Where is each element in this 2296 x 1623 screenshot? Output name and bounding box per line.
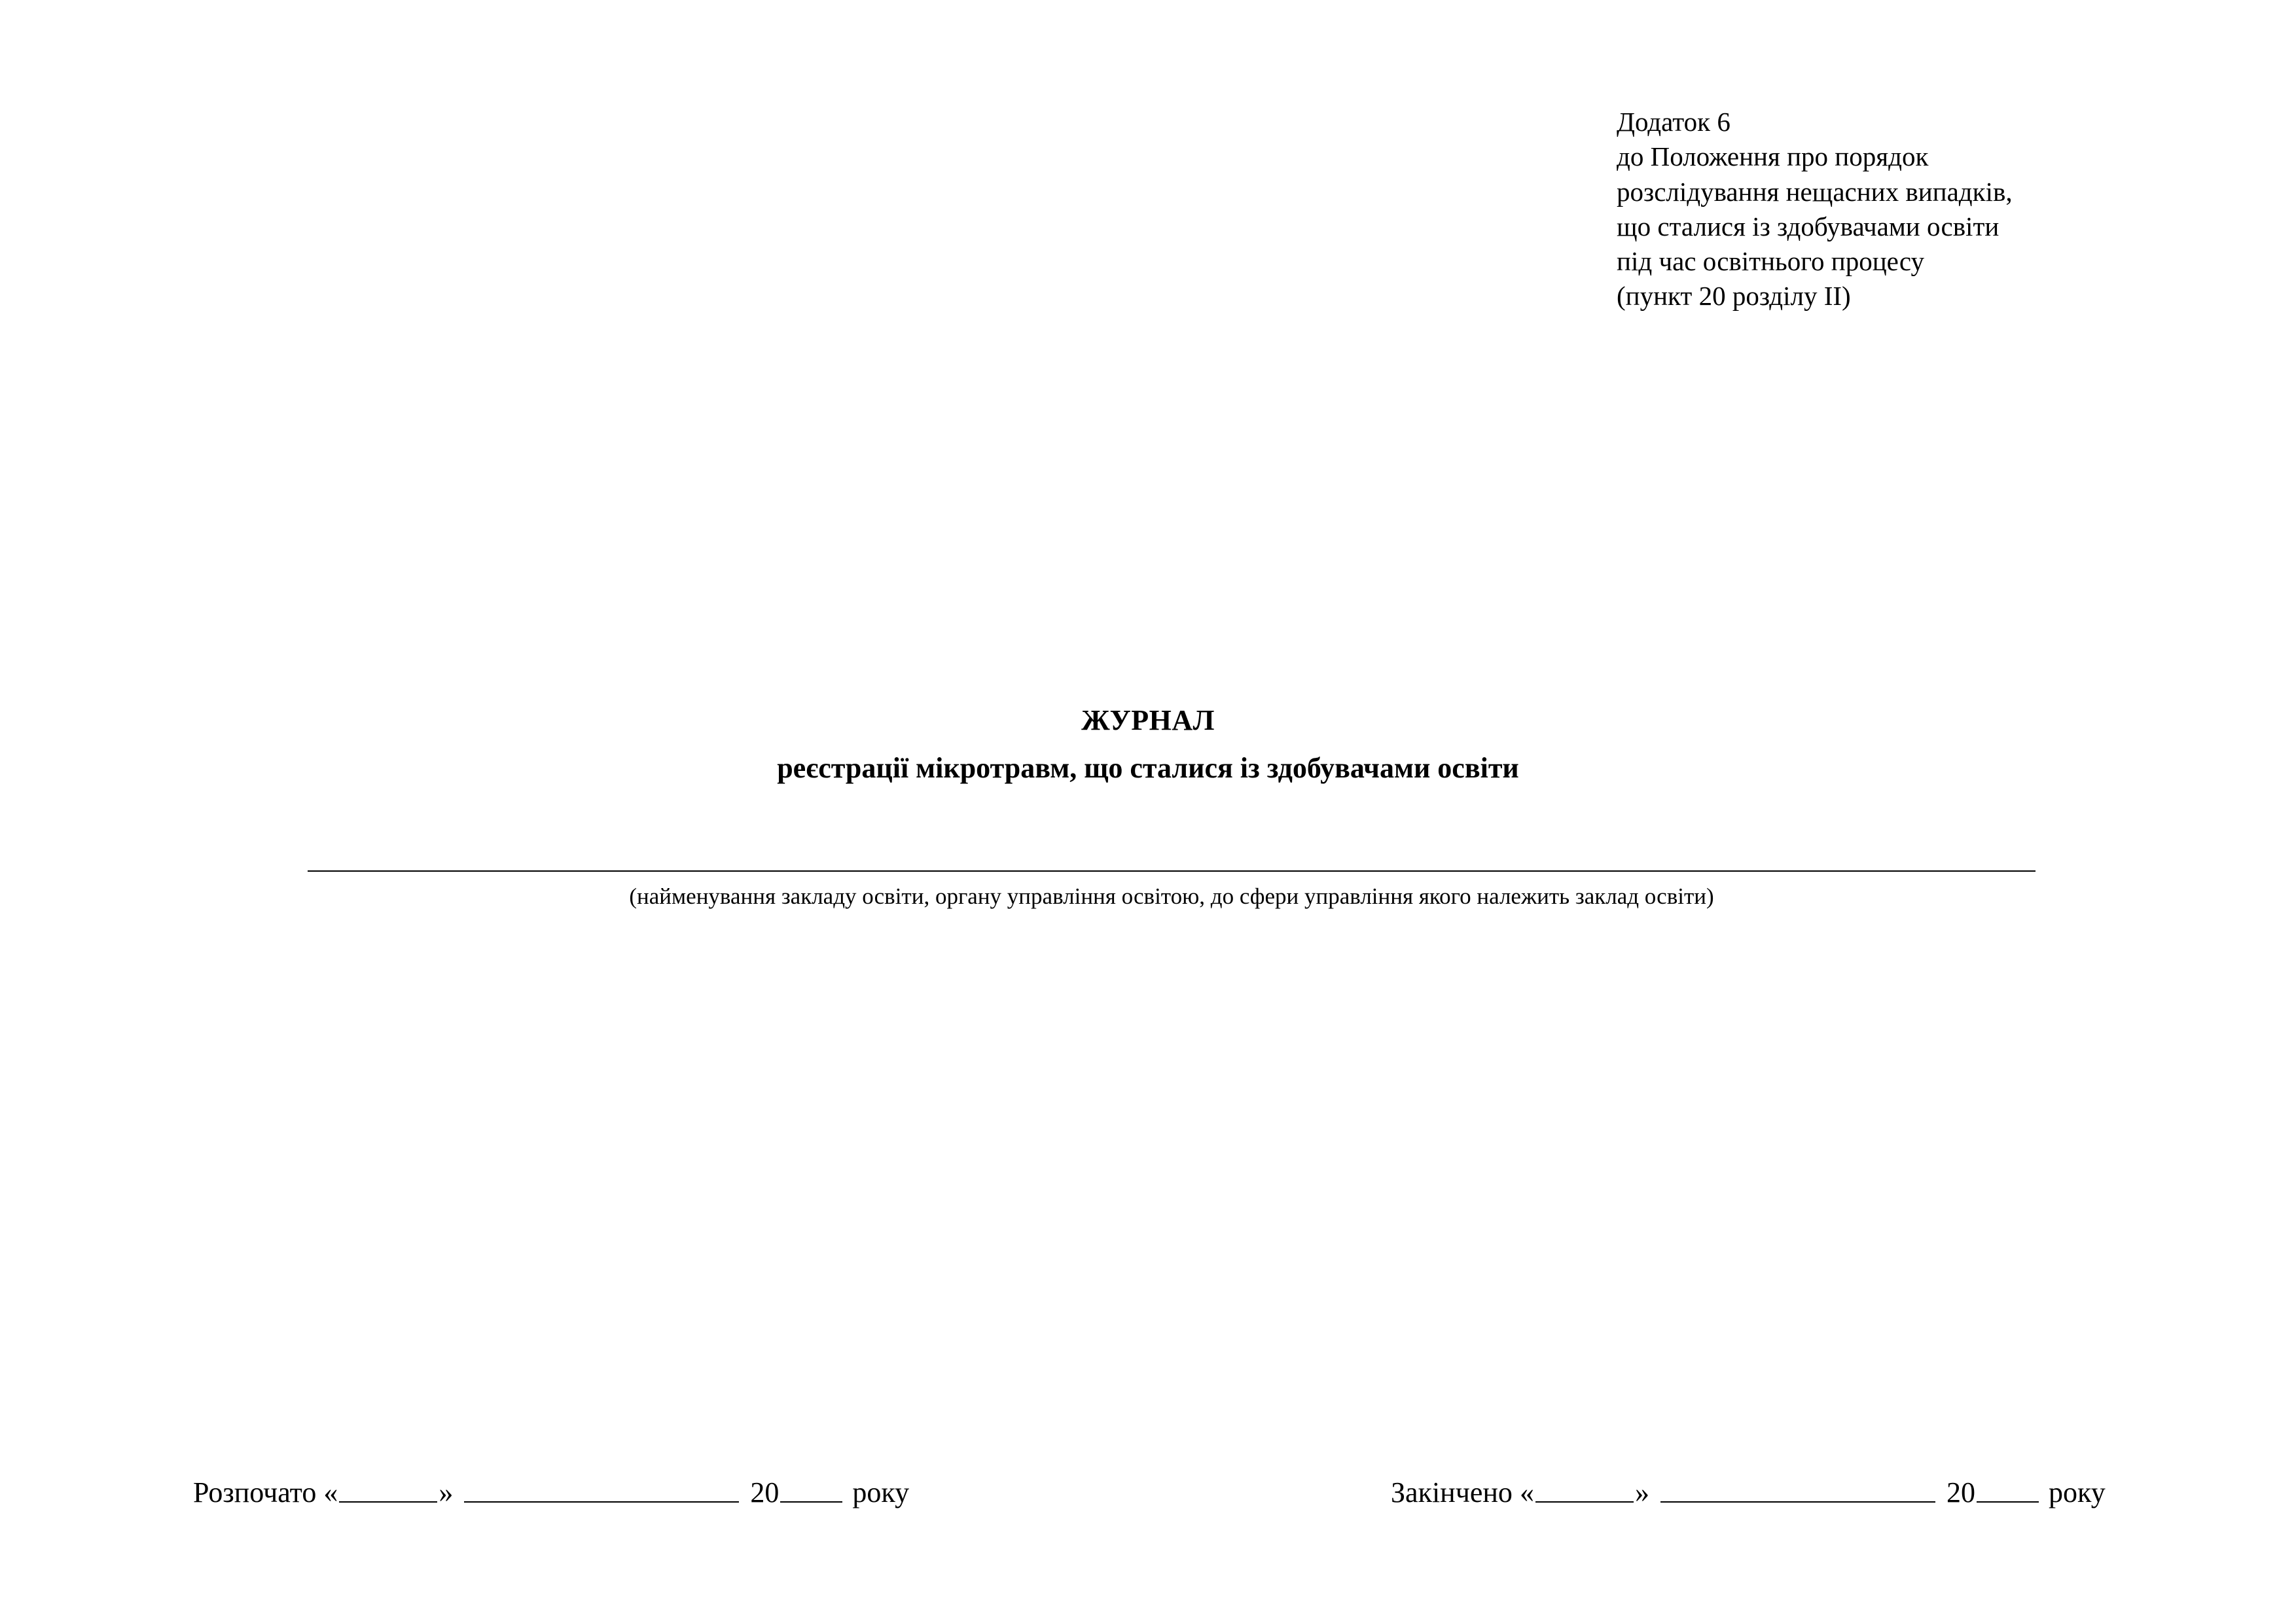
start-year-field[interactable] xyxy=(780,1501,842,1503)
page-subtitle: реєстрації мікротравм, що сталися із здобувачами освіти xyxy=(777,752,1519,784)
footer-dates-row xyxy=(0,1476,2296,1522)
page-title: ЖУРНАЛ xyxy=(1081,704,1215,736)
start-date-line xyxy=(193,1476,909,1509)
appendix-line-1: Додаток 6 xyxy=(1617,107,1731,137)
end-year-prefix: 20 xyxy=(1946,1476,1975,1508)
end-month-field[interactable] xyxy=(1660,1501,1935,1503)
document-title-block xyxy=(0,704,2296,785)
appendix-line-3: розслідування нещасних випадків, xyxy=(1617,176,2013,207)
institution-name-caption: (найменування закладу освіти, органу управління освітою, до сфери управління якого належить заклад освіти) xyxy=(629,883,1714,909)
appendix-line-2: до Положення про порядок xyxy=(1617,141,1929,172)
start-label: Розпочато xyxy=(193,1476,317,1508)
appendix-line-5: під час освітнього процесу xyxy=(1617,246,1925,277)
start-year-prefix: 20 xyxy=(750,1476,780,1508)
appendix-line-6: (пункт 20 розділу II) xyxy=(1617,281,1851,312)
start-quote-close: » xyxy=(439,1476,454,1508)
end-quote-close: » xyxy=(1634,1476,1649,1508)
appendix-line-4: що сталися із здобувачами освіти xyxy=(1617,211,2000,241)
end-date-line xyxy=(1391,1476,2106,1509)
start-year-suffix: року xyxy=(852,1476,910,1508)
end-year-field[interactable] xyxy=(1977,1501,2039,1503)
institution-name-field[interactable] xyxy=(308,870,2036,872)
appendix-reference-block xyxy=(1617,105,2219,314)
end-quote-open: « xyxy=(1519,1476,1534,1508)
start-quote-open: « xyxy=(323,1476,338,1508)
end-label: Закінчено xyxy=(1391,1476,1513,1508)
end-year-suffix: року xyxy=(2048,1476,2106,1508)
start-month-field[interactable] xyxy=(464,1501,739,1503)
start-day-field[interactable] xyxy=(339,1501,437,1503)
end-day-field[interactable] xyxy=(1535,1501,1634,1503)
